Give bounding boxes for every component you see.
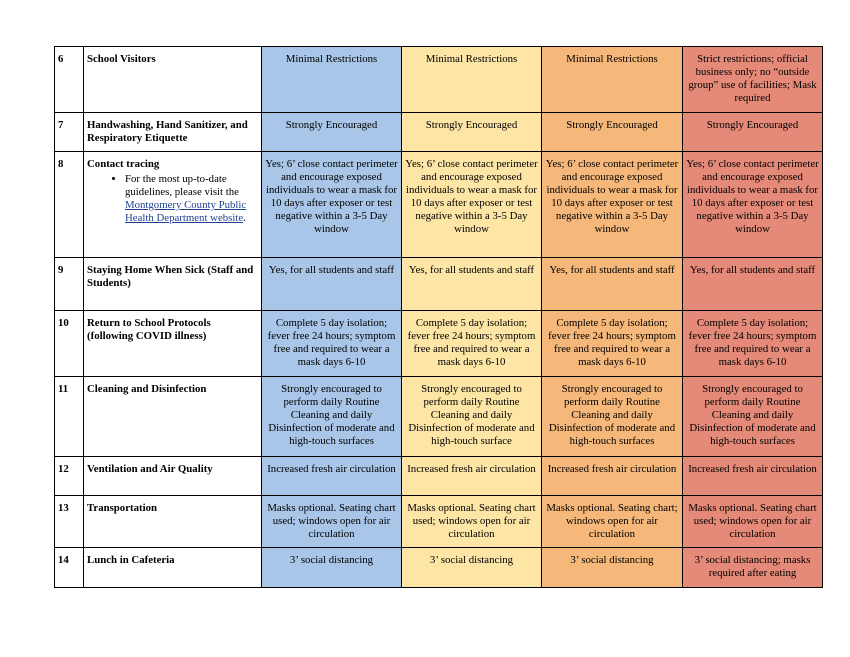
level-1-cell: Complete 5 day isolation; fever free 24 hours; symptom free and required to wear a mask days 6-10 xyxy=(262,311,402,377)
row-number: 14 xyxy=(55,548,84,588)
level-4-cell: Strict restrictions; official business only; no “outside group” use of facilities; Mask required xyxy=(683,47,823,113)
row-topic-label: Contact tracing xyxy=(87,158,160,170)
health-department-link[interactable]: Montgomery County Public Health Department website xyxy=(125,199,247,224)
row-number: 7 xyxy=(55,113,84,152)
table-row xyxy=(55,152,823,258)
level-2-cell: 3’ social distancing xyxy=(402,548,542,588)
row-number: 6 xyxy=(55,47,84,113)
table-row xyxy=(55,496,823,548)
level-4-cell: Yes; 6’ close contact perimeter and encourage exposed individuals to wear a mask for 10 days after exposer or test negative within a 3-5 Day window xyxy=(683,152,823,258)
level-1-cell: Strongly Encouraged xyxy=(262,113,402,152)
table-row xyxy=(55,258,823,311)
level-4-cell: Increased fresh air circulation xyxy=(683,457,823,496)
level-4-cell: Strongly encouraged to perform daily Routine Cleaning and daily Disinfection of moderate and high-touch surfaces xyxy=(683,377,823,457)
level-2-cell: Minimal Restrictions xyxy=(402,47,542,113)
row-topic: Return to School Protocols (following COVID illness) xyxy=(84,311,262,377)
row-number: 13 xyxy=(55,496,84,548)
level-3-cell: Yes, for all students and staff xyxy=(542,258,683,311)
table-row xyxy=(55,311,823,377)
row-number: 8 xyxy=(55,152,84,258)
level-2-cell: Complete 5 day isolation; fever free 24 hours; symptom free and required to wear a mask days 6-10 xyxy=(402,311,542,377)
note-end: . xyxy=(243,212,246,224)
table-row xyxy=(55,377,823,457)
level-3-cell: Increased fresh air circulation xyxy=(542,457,683,496)
level-1-cell: Masks optional. Seating chart used; windows open for air circulation xyxy=(262,496,402,548)
row-number: 11 xyxy=(55,377,84,457)
level-4-cell: Complete 5 day isolation; fever free 24 hours; symptom free and required to wear a mask days 6-10 xyxy=(683,311,823,377)
level-1-cell: Increased fresh air circulation xyxy=(262,457,402,496)
level-3-cell: 3’ social distancing xyxy=(542,548,683,588)
level-4-cell: 3’ social distancing; masks required after eating xyxy=(683,548,823,588)
row-topic: Transportation xyxy=(84,496,262,548)
row-topic: Lunch in Cafeteria xyxy=(84,548,262,588)
row-topic: Ventilation and Air Quality xyxy=(84,457,262,496)
level-3-cell: Minimal Restrictions xyxy=(542,47,683,113)
level-3-cell: Masks optional. Seating chart; windows open for air circulation xyxy=(542,496,683,548)
level-4-cell: Yes, for all students and staff xyxy=(683,258,823,311)
level-4-cell: Strongly Encouraged xyxy=(683,113,823,152)
row-number: 9 xyxy=(55,258,84,311)
level-1-cell: Yes; 6’ close contact perimeter and encourage exposed individuals to wear a mask for 10 days after exposer or test negative within a 3-5 Day window xyxy=(262,152,402,258)
level-3-cell: Strongly encouraged to perform daily Routine Cleaning and daily Disinfection of moderate and high-touch surfaces xyxy=(542,377,683,457)
table-row xyxy=(55,457,823,496)
level-2-cell: Increased fresh air circulation xyxy=(402,457,542,496)
topic-note-list xyxy=(87,173,258,225)
level-2-cell: Strongly encouraged to perform daily Routine Cleaning and daily Disinfection of moderate and high-touch surface xyxy=(402,377,542,457)
level-3-cell: Strongly Encouraged xyxy=(542,113,683,152)
level-1-cell: Yes, for all students and staff xyxy=(262,258,402,311)
level-1-cell: Strongly encouraged to perform daily Routine Cleaning and daily Disinfection of moderate and high-touch surfaces xyxy=(262,377,402,457)
level-4-cell: Masks optional. Seating chart used; windows open for air circulation xyxy=(683,496,823,548)
level-3-cell: Complete 5 day isolation; fever free 24 hours; symptom free and required to wear a mask days 6-10 xyxy=(542,311,683,377)
level-1-cell: 3’ social distancing xyxy=(262,548,402,588)
level-1-cell: Minimal Restrictions xyxy=(262,47,402,113)
row-topic xyxy=(84,152,262,258)
row-topic: Handwashing, Hand Sanitizer, and Respiratory Etiquette xyxy=(84,113,262,152)
table-row xyxy=(55,47,823,113)
level-2-cell: Strongly Encouraged xyxy=(402,113,542,152)
level-2-cell: Yes, for all students and staff xyxy=(402,258,542,311)
level-3-cell: Yes; 6’ close contact perimeter and encourage exposed individuals to wear a mask for 10 days after exposer or test negative within a 3-5 Day window xyxy=(542,152,683,258)
row-topic: Cleaning and Disinfection xyxy=(84,377,262,457)
note-text: For the most up-to-date guidelines, please visit the xyxy=(125,173,239,198)
row-topic: School Visitors xyxy=(84,47,262,113)
row-number: 12 xyxy=(55,457,84,496)
topic-note xyxy=(125,173,258,225)
row-number: 10 xyxy=(55,311,84,377)
level-2-cell: Yes; 6’ close contact perimeter and encourage exposed individuals to wear a mask for 10 days after exposer or test negative within a 3-5 Day window xyxy=(402,152,542,258)
table-row xyxy=(55,113,823,152)
row-topic: Staying Home When Sick (Staff and Students) xyxy=(84,258,262,311)
level-2-cell: Masks optional. Seating chart used; windows open for air circulation xyxy=(402,496,542,548)
protocol-table xyxy=(54,46,823,588)
table-row xyxy=(55,548,823,588)
